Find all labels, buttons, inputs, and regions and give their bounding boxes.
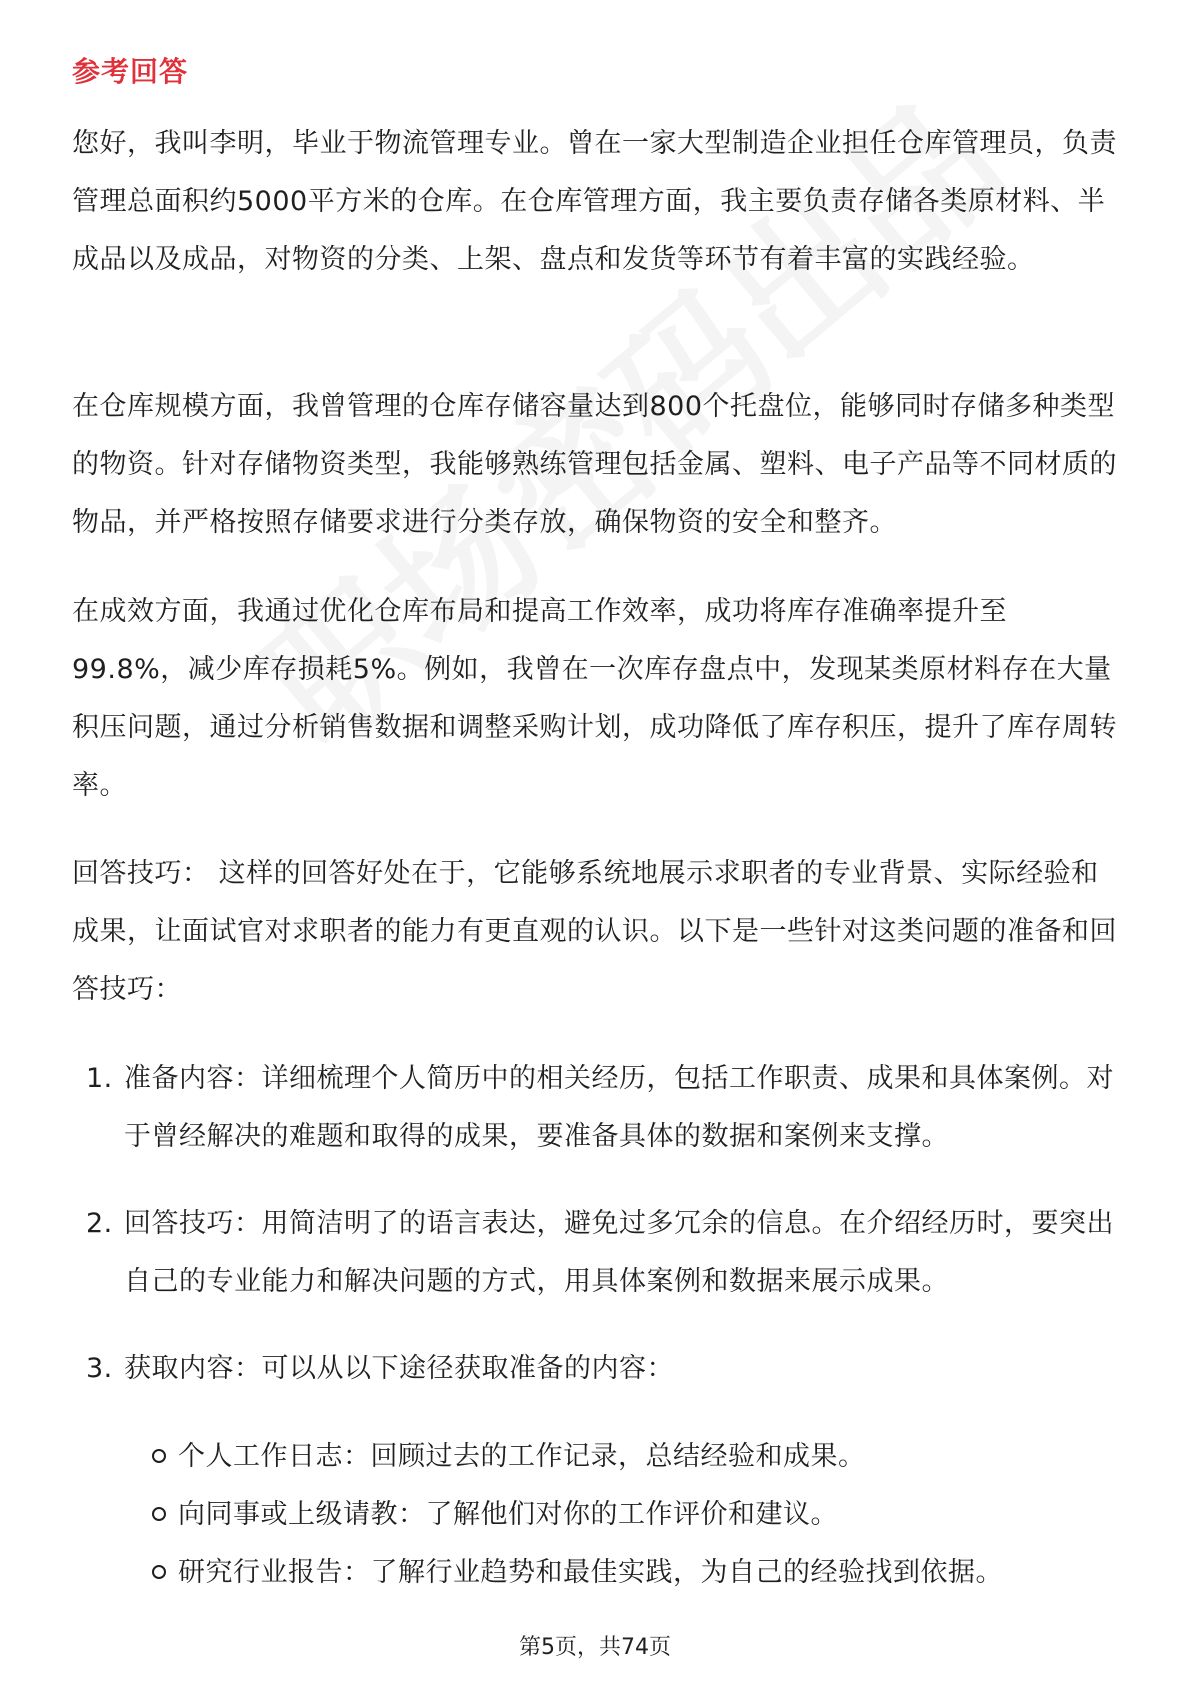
list-number: 3. xyxy=(86,1353,113,1384)
sub-list-item xyxy=(152,1544,1003,1602)
list-number: 1. xyxy=(86,1063,113,1094)
sub-list-item xyxy=(152,1486,838,1544)
sub-list-item xyxy=(152,1428,866,1486)
sub-list-text: 个人工作日志：回顾过去的工作记录，总结经验和成果。 xyxy=(178,1441,866,1472)
circle-bullet-icon xyxy=(152,1449,166,1463)
list-item xyxy=(72,1050,1120,1166)
paragraph-tips: 回答技巧： 这样的回答好处在于，它能够系统地展示求职者的专业背景、实际经验和成果，让面试官对求职者的能力有更直观的认识。以下是一些针对这类问题的准备和回答技巧： xyxy=(72,858,1117,1005)
paragraph-scale: 在仓库规模方面，我曾管理的仓库存储容量达到800个托盘位，能够同时存储多种类型的物资。针对存储物资类型，我能够熟练管理包括金属、塑料、电子产品等不同材质的物品，并严格按照存储要求进行分类存放，确保物资的安全和整齐。 xyxy=(72,391,1117,538)
paragraph-intro: 您好，我叫李明，毕业于物流管理专业。曾在一家大型制造企业担任仓库管理员，负责管理总面积约5000平方米的仓库。在仓库管理方面，我主要负责存储各类原材料、半成品以及成品，对物资的分类、上架、盘点和发货等环节有着丰富的实践经验。 xyxy=(72,128,1117,275)
list-text: 准备内容：详细梳理个人简历中的相关经历，包括工作职责、成果和具体案例。对于曾经解决的难题和取得的成果，要准备具体的数据和案例来支撑。 xyxy=(124,1063,1114,1152)
section-heading: 参考回答 xyxy=(72,55,189,88)
page-number-footer: 第5页，共74页 xyxy=(519,1635,671,1660)
paragraph-results: 在成效方面，我通过优化仓库布局和提高工作效率，成功将库存准确率提升至99.8%，减少库存损耗5%。例如，我曾在一次库存盘点中，发现某类原材料存在大量积压问题，通过分析销售数据和调整采购计划，成功降低了库存积压，提升了库存周转率。 xyxy=(72,596,1117,801)
circle-bullet-icon xyxy=(152,1565,166,1579)
list-item xyxy=(72,1340,1120,1398)
sub-list-text: 研究行业报告：了解行业趋势和最佳实践，为自己的经验找到依据。 xyxy=(178,1557,1003,1588)
circle-bullet-icon xyxy=(152,1507,166,1521)
list-number: 2. xyxy=(86,1208,113,1239)
list-text: 回答技巧：用简洁明了的语言表达，避免过多冗余的信息。在介绍经历时，要突出自己的专业能力和解决问题的方式，用具体案例和数据来展示成果。 xyxy=(124,1208,1114,1297)
list-text: 获取内容：可以从以下途径获取准备的内容： xyxy=(124,1353,674,1384)
sub-list-text: 向同事或上级请教：了解他们对你的工作评价和建议。 xyxy=(178,1499,838,1530)
list-item xyxy=(72,1195,1120,1311)
